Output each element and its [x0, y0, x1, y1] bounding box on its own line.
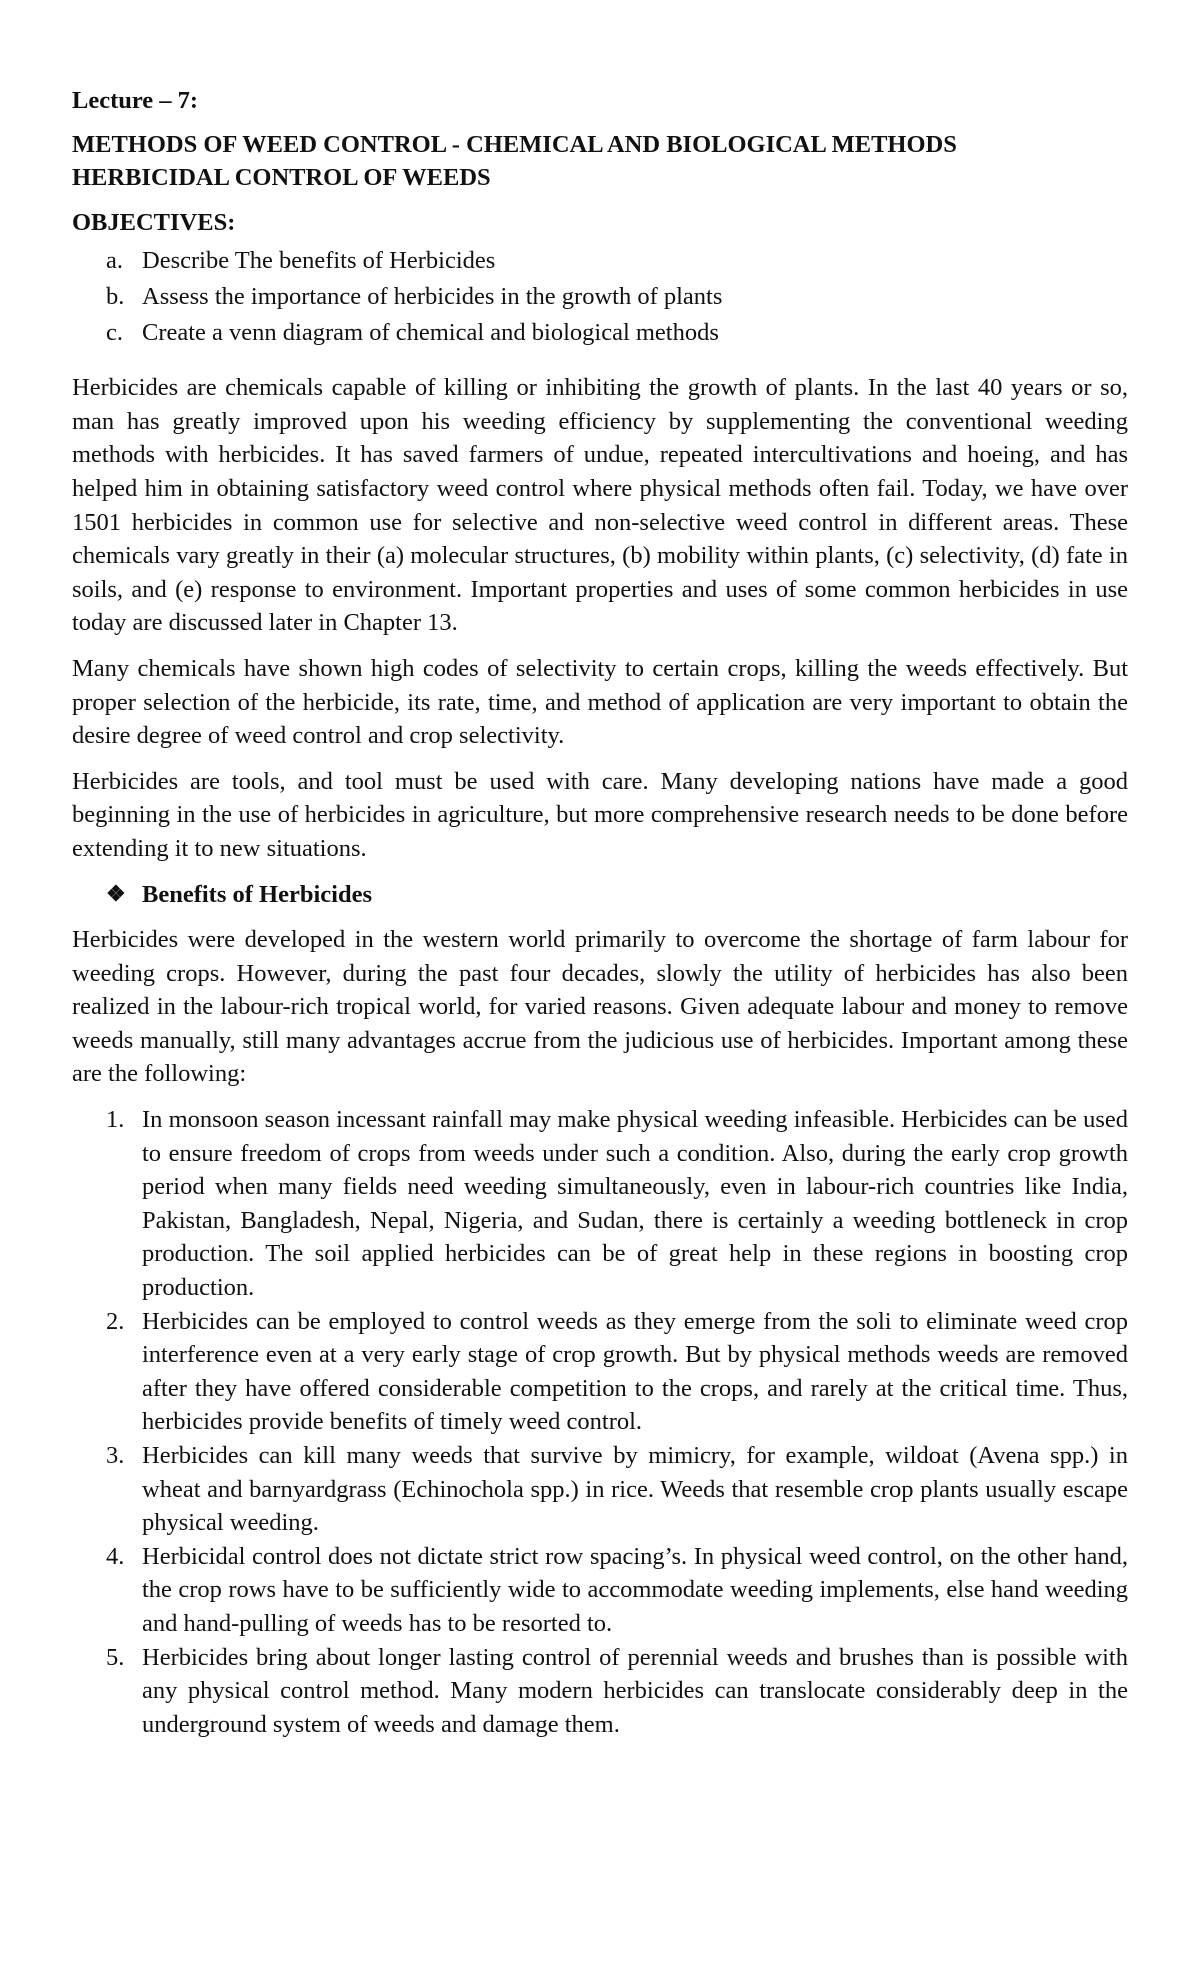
benefits-list [72, 1103, 1128, 1741]
objectives-list [72, 243, 1128, 351]
list-marker: 4. [106, 1542, 125, 1570]
objectives-heading: OBJECTIVES: [72, 208, 236, 236]
document-title [72, 128, 1128, 194]
benefit-text: In monsoon season incessant rainfall may make physical weeding infeasible. Herbicides can be used to ensure freedom of crops from weeds under such a condition. Also, during the early crop growth period when many fields need weeding simultaneously, even in labour-rich countries like India, Pakistan, Bangladesh, Nepal, Nigeria, and Sudan, there is certainly a weeding bottleneck in crop production. The soil applied herbicides can be of great help in these regions in boosting crop production. [142, 1106, 1128, 1302]
paragraph-tools: Herbicides are tools, and tool must be used with care. Many developing nations have made a good beginning in the use of herbicides in agriculture, but more comprehensive research needs to be done before extending it to new situations. [72, 767, 1128, 862]
paragraph-benefits-intro: Herbicides were developed in the western world primarily to overcome the shortage of farm labour for weeding crops. However, during the past four decades, slowly the utility of herbicides has also been realized in the labour-rich tropical world, for varied reasons. Given adequate labour and money to remove weeds manually, still many advantages accrue from the judicious use of herbicides. Important among these are the following: [72, 926, 1128, 1088]
benefit-text: Herbicides can be employed to control weeds as they emerge from the soli to eliminate weed crop interference even at a very early stage of crop growth. But by physical methods weeds are removed after they have offered considerable competition to the crops, and rarely at the critical time. Thus, herbicides provide benefits of timely weed control. [142, 1307, 1128, 1436]
benefits-heading [72, 878, 1128, 912]
objective-text: Create a venn diagram of chemical and biological methods [142, 319, 719, 347]
list-marker: a. [106, 247, 123, 275]
paragraph-selectivity: Many chemicals have shown high codes of selectivity to certain crops, killing the weeds effectively. But proper selection of the herbicide, its rate, time, and method of application are very important to obtain the desire degree of weed control and crop selectivity. [72, 654, 1128, 750]
objective-text: Assess the importance of herbicides in the growth of plants [142, 283, 723, 311]
diamond-bullet-icon: ❖ [106, 881, 126, 907]
benefit-item [72, 1540, 1128, 1641]
list-marker: 1. [106, 1106, 125, 1134]
list-marker: c. [106, 319, 123, 347]
objective-item [72, 243, 1128, 279]
benefit-item [72, 1305, 1128, 1439]
objective-item [72, 279, 1128, 315]
paragraph-herbicides-definition: Herbicides are chemicals capable of killing or inhibiting the growth of plants. In the last 40 years or so, man has greatly improved upon his weeding efficiency by supplementing the conventional weeding methods with herbicides. It has saved farmers of undue, repeated intercultivations and hoeing, and has helped him in obtaining satisfactory weed control where physical methods often fail. Today, we have over 1501 herbicides in common use for selective and non-selective weed control in different areas. These chemicals vary greatly in their (a) molecular structures, (b) mobility within plants, (c) selectivity, (d) fate in soils, and (e) response to environment. Important properties and uses of some common herbicides in use today are discussed later in Chapter 13. [72, 374, 1128, 637]
list-marker: 5. [106, 1643, 125, 1671]
benefit-item [72, 1103, 1128, 1305]
title-line-1: METHODS OF WEED CONTROL - CHEMICAL AND BIOLOGICAL METHODS [72, 130, 957, 158]
benefit-text: Herbicides bring about longer lasting control of perennial weeds and brushes than is possible with any physical control method. Many modern herbicides can translocate considerably deep in the underground system of weeds and damage them. [142, 1643, 1128, 1738]
objective-text: Describe The benefits of Herbicides [142, 247, 496, 275]
objective-item [72, 315, 1128, 351]
benefit-text: Herbicides can kill many weeds that survive by mimicry, for example, wildoat (Avena spp.) in wheat and barnyardgrass (Echinochola spp.) in rice. Weeds that resemble crop plants usually escape physical weeding. [142, 1442, 1128, 1537]
benefits-heading-text: Benefits of Herbicides [142, 880, 372, 908]
list-marker: 3. [106, 1442, 125, 1469]
title-line-2: HERBICIDAL CONTROL OF WEEDS [72, 163, 491, 191]
benefit-item [72, 1641, 1128, 1742]
benefit-text: Herbicidal control does not dictate strict row spacing’s. In physical weed control, on the other hand, the crop rows have to be sufficiently wide to accommodate weeding implements, else hand weeding and hand-pulling of weeds has to be resorted to. [142, 1542, 1128, 1637]
list-marker: b. [106, 283, 125, 311]
list-marker: 2. [106, 1307, 125, 1335]
benefit-item [72, 1439, 1128, 1540]
lecture-number: Lecture – 7: [72, 87, 199, 114]
